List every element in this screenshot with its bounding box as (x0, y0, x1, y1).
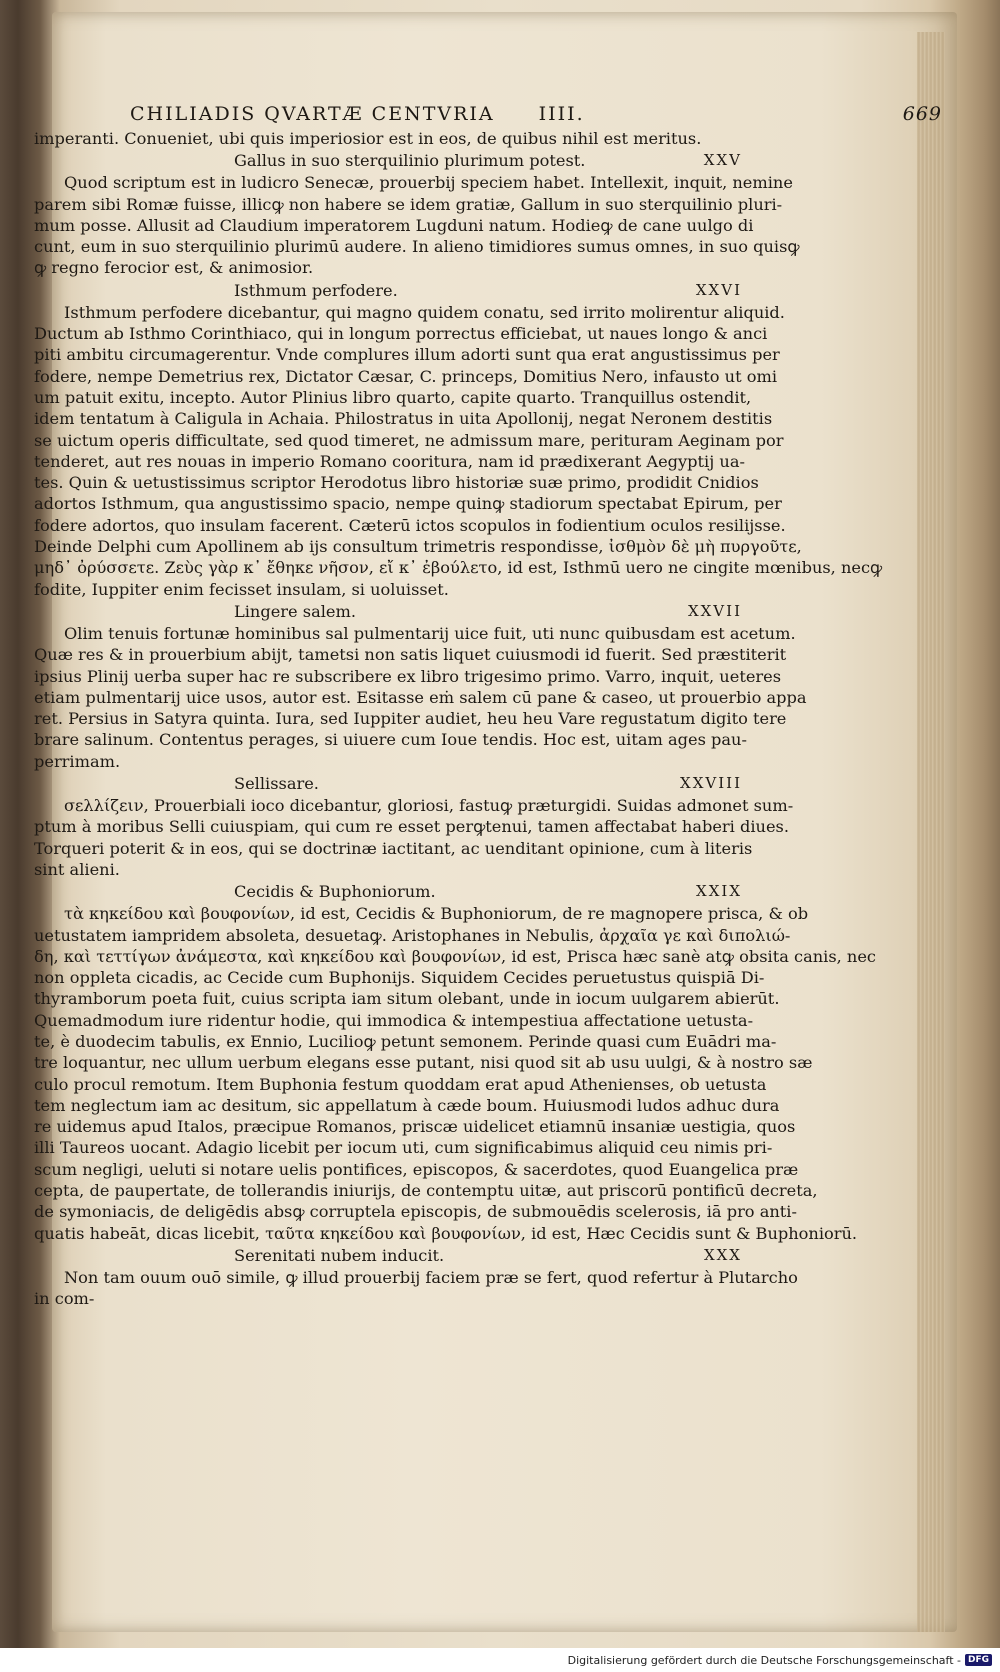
text-line: Olim tenuis fortunæ hominibus sal pulmentarij uice fuit, uti nunc quibusdam est acetum. (64, 623, 796, 643)
text-line: ret. Persius in Satyra quinta. Iura, sed Iuppiter audiet, heu heu Vare regustatum digito tere (34, 709, 787, 729)
adage-number: XXIX (696, 882, 742, 901)
adage-number: XXVI (695, 280, 742, 299)
adage-title: Isthmum perfodere. (234, 280, 398, 300)
dfg-logo: DFG (965, 1654, 992, 1666)
text-line: Non tam ouum ouō simile, ꝙ illud prouerbij faciem præ se fert, quod refertur à Plutarcho (64, 1267, 798, 1287)
text-line: illi Taureos uocant. Adagio licebit per iocum uti, cum significabimus aliquid ceu nimis pri- (34, 1138, 773, 1158)
text-line: δη, καὶ τεττίγων ἀνάμεστα, καὶ κηκείδου καὶ βουφονίων, id est, Prisca hæc sanè atꝙ obsita canis, nec (34, 946, 876, 966)
footer-bar (0, 1648, 1000, 1672)
text-line: cunt, eum in suo sterquilinio plurimū audere. In alieno timidiores sumus omnes, in suo quisꝙ (34, 237, 800, 257)
adage-heading (34, 880, 746, 903)
text-line: tre loquantur, nec ullum uerbum elegans esse putant, nisi quod sit ab usu uulgi, & à nostro sæ (34, 1053, 813, 1073)
text-line: etiam pulmentarij uice usos, autor est. Esitasse eṁ salem cū pane & caseo, ut prouerbio appa (34, 687, 807, 707)
text-line: μηδ᾽ ὀρύσσετε. Ζεὺς γὰρ κ᾽ ἔθηκε νῆσον, εἴ κ᾽ ἐβούλετο, id est, Isthmū uero ne cingite mœnibus, necꝙ (34, 558, 883, 578)
text-line: scum negligi, ueluti si notare uelis pontifices, episcopos, & sacerdotes, quod Euangelica præ (34, 1159, 799, 1179)
adage-number: XXVIII (680, 774, 742, 793)
text-line: Ductum ab Isthmo Corinthiaco, qui in longum porrectus efficiebat, ut naues longo & anci (34, 324, 768, 344)
text-line: sint alieni. (34, 859, 120, 879)
text-line: te, è duodecim tabulis, ex Ennio, Lucilioꝙ petunt semonem. Perinde quasi cum Euādri ma- (34, 1031, 777, 1051)
text-line: in com- (34, 1289, 95, 1309)
adage-heading (34, 149, 746, 172)
adage-number: XXX (703, 1245, 742, 1264)
text-line: Quod scriptum est in ludicro Senecæ, prouerbij speciem habet. Intellexit, inquit, nemine (64, 173, 793, 193)
text-line: Deinde Delphi cum Apollinem ab ijs consultum trimetris respondisse, ἰσθμὸν δὲ μὴ πυργοῦτε, (34, 537, 802, 557)
chapter-number: IIII. (538, 103, 585, 125)
text-line: thyramborum poeta fuit, cuius scripta iam situm olebant, unde in iocum uulgarem abierūt. (34, 989, 780, 1009)
adage-title: Gallus in suo sterquilinio plurimum potest. (234, 151, 586, 171)
text-line: fodere adortos, quo insulam facerent. Cæterū ictos scopulos in fodientium oculos resilijsse. (34, 515, 786, 535)
adage-title: Cecidis & Buphoniorum. (234, 882, 436, 902)
text-line: cepta, de paupertate, de tollerandis iniurijs, de contemptu uitæ, aut priscorū pontificū decreta, (34, 1181, 818, 1201)
text-line: fodite, Iuppiter enim fecisset insulam, si uoluisset. (34, 579, 449, 599)
text-line: parem sibi Romæ fuisse, illicꝙ non habere se idem gratiæ, Gallum in suo sterquilinio pluri- (34, 194, 783, 214)
text-line: imperanti. Conueniet, ubi quis imperiosior est in eos, de quibus nihil est meritus. (34, 129, 702, 148)
adage-number: XXV (703, 151, 742, 170)
text-line: Isthmum perfodere dicebantur, qui magno quidem conatu, sed irrito molirentur aliquid. (64, 302, 785, 322)
text-line: fodere, nempe Demetrius rex, Dictator Cæsar, C. princeps, Domitius Nero, infausto ut omi (34, 366, 778, 386)
adage-heading (34, 600, 746, 623)
text-line: uetustatem iampridem absoleta, desuetaꝙ. Aristophanes in Nebulis, ἀρχαῖα γε καὶ διπολιώ- (34, 925, 791, 945)
adage-heading (34, 1244, 746, 1267)
text-line: se uictum operis difficultate, sed quod timeret, ne admissum mare, perituram Aeginam por (34, 430, 784, 450)
adage-title: Lingere salem. (234, 601, 356, 621)
text-line: ptum à moribus Selli cuiuspiam, qui cum re esset perꝙtenui, tamen affectabat haberi diues. (34, 817, 789, 837)
folio-number: 669 (902, 103, 942, 125)
adage-heading (34, 772, 746, 795)
text-line: Quemadmodum iure ridentur hodie, qui immodica & intempestiua affectatione uetusta- (34, 1010, 754, 1030)
text-line: Quæ res & in prouerbium abijt, tametsi non satis liquet cuiusmodi id fuerit. Sed præstiterit (34, 645, 787, 665)
text-line: tem neglectum iam ac desitum, sic appellatum à cæde boum. Huiusmodi ludos adhuc dura (34, 1095, 780, 1115)
footer-credit: Digitalisierung gefördert durch die Deutsche Forschungsgemeinschaft - (567, 1653, 961, 1667)
page-header (130, 103, 942, 129)
text-line: adortos Isthmum, qua angustissimo spacio, nempe quinꝙ stadiorum spectabat Epirum, per (34, 494, 782, 514)
text-line: um patuit exitu, incepto. Autor Plinius libro quarto, capite quarto. Tranquillus ostendit, (34, 387, 752, 407)
text-line: non oppleta cicadis, ac Cecide cum Buphonijs. Siquidem Cecides peruetustus quispiā Di- (34, 968, 765, 988)
text-line: tenderet, aut res nouas in imperio Romano cooritura, nam id prædixerant Aegyptij ua- (34, 451, 745, 471)
adage-title: Serenitati nubem inducit. (234, 1245, 445, 1265)
text-line: mum posse. Allusit ad Claudium imperatorem Lugduni natum. Hodieꝙ de cane uulgo di (34, 215, 754, 235)
text-line: brare salinum. Contentus perages, si uiuere cum Ioue tendis. Hoc est, uitam ages pau- (34, 730, 747, 750)
text-line: de symoniacis, de deligēdis absꝙ corruptela episcopis, de submouēdis scelerosis, iā pro anti- (34, 1202, 797, 1222)
running-title: CHILIADIS QVARTÆ CENTVRIA (130, 103, 495, 125)
adage-title: Sellissare. (234, 774, 319, 794)
text-line: tes. Quin & uetustissimus scriptor Herodotus libro historiæ suæ primo, prodidit Cnidios (34, 473, 759, 493)
text-line: perrimam. (34, 751, 121, 771)
adage-number: XXVII (687, 601, 742, 620)
text-block (34, 128, 883, 1310)
text-line: piti ambitu circumagerentur. Vnde complures illum adorti sunt qua erat angustissimus per (34, 345, 780, 365)
text-line: idem tentatum à Caligula in Achaia. Philostratus in uita Apollonij, negat Neronem destitis (34, 409, 773, 429)
text-line: ꝙ regno ferocior est, & animosior. (34, 258, 314, 278)
text-line: ipsius Plinij uerba super hac re subscribere ex libro trigesimo primo. Varro, inquit, ueteres (34, 666, 782, 686)
page-edges (917, 32, 945, 1632)
text-line: σελλίζειν, Prouerbiali ioco dicebantur, gloriosi, fastuꝙ præturgidi. Suidas admonet sum- (64, 796, 794, 816)
text-line: quatis habeāt, dicas licebit, ταῦτα κηκείδου καὶ βουφονίων, id est, Hæc Cecidis sunt & Buphoniorū. (34, 1223, 858, 1243)
text-line: culo procul remotum. Item Buphonia festum quoddam erat apud Athenienses, ob uetusta (34, 1074, 767, 1094)
text-line: Torqueri poterit & in eos, qui se doctrinæ iactitant, ac uenditant opinione, cum à literis (34, 838, 753, 858)
text-line: re uidemus apud Italos, præcipue Romanos, priscæ uidelicet etiamnū insaniæ uestigia, quos (34, 1117, 796, 1137)
adage-heading (34, 279, 746, 302)
text-line: τὰ κηκείδου καὶ βουφονίων, id est, Cecidis & Buphoniorum, de re magnopere prisca, & ob (64, 904, 809, 924)
